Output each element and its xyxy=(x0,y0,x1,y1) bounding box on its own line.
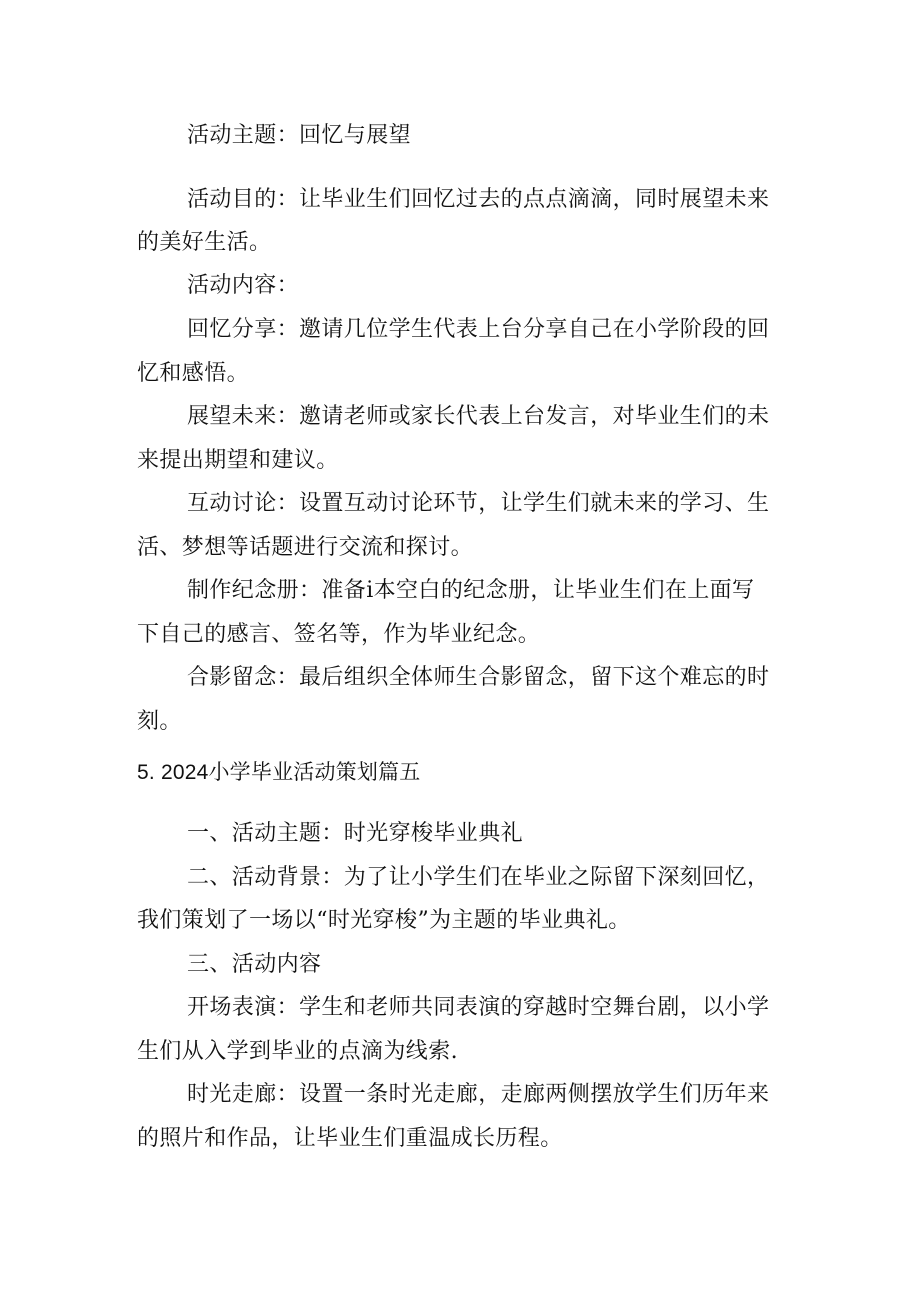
future-outlook-line1: 展望未来：邀请老师或家长代表上台发言，对毕业生们的未 xyxy=(187,404,770,429)
interactive-discussion-line2: 活、梦想等话题进行交流和探讨。 xyxy=(137,535,474,560)
group-photo-line1: 合影留念：最后组织全体师生合影留念，留下这个难忘的时 xyxy=(187,665,770,690)
opening-performance-line1: 开场表演：学生和老师共同表演的穿越时空舞台剧，以小学 xyxy=(187,995,770,1020)
recall-sharing-line1: 回忆分享：邀请几位学生代表上台分享自己在小学阶段的回 xyxy=(187,317,770,342)
interactive-discussion-line1: 互动讨论：设置互动讨论环节，让学生们就未来的学习、生 xyxy=(187,491,770,516)
ceremony-background-line2: 我们策划了一场以“时光穿梭”为主题的毕业典礼。 xyxy=(137,908,631,933)
memorial-album-line1: 制作纪念册：准备i本空白的纪念册，让毕业生们在上面写 xyxy=(187,578,755,603)
future-outlook-line2: 来提出期望和建议。 xyxy=(137,448,339,473)
time-corridor-line1: 时光走廊：设置一条时光走廊，走廊两侧摆放学生们历年来 xyxy=(187,1082,770,1107)
activity-purpose-line1: 活动目的：让毕业生们回忆过去的点点滴滴，同时展望未来 xyxy=(187,187,770,212)
activity-purpose-line2: 的美好生活。 xyxy=(137,230,272,255)
memorial-album-line2: 下自己的感言、签名等，作为毕业纪念。 xyxy=(137,622,541,647)
ceremony-theme: 一、活动主题：时光穿梭毕业典礼 xyxy=(187,821,524,846)
time-corridor-line2: 的照片和作品，让毕业生们重温成长历程。 xyxy=(137,1126,563,1151)
recall-sharing-line2: 忆和感悟。 xyxy=(137,361,250,386)
group-photo-line2: 刻。 xyxy=(137,709,182,734)
ceremony-content-label: 三、活动内容 xyxy=(187,952,322,977)
opening-performance-line2: 生们从入学到毕业的点滴为线索. xyxy=(137,1039,458,1064)
activity-content-label: 活动内容： xyxy=(187,273,300,298)
activity-theme: 活动主题：回忆与展望 xyxy=(187,123,412,148)
section-heading: 5. 2024小学毕业活动策划篇五 xyxy=(137,761,421,784)
ceremony-background-line1: 二、活动背景：为了让小学生们在毕业之际留下深刻回忆， xyxy=(187,865,770,890)
